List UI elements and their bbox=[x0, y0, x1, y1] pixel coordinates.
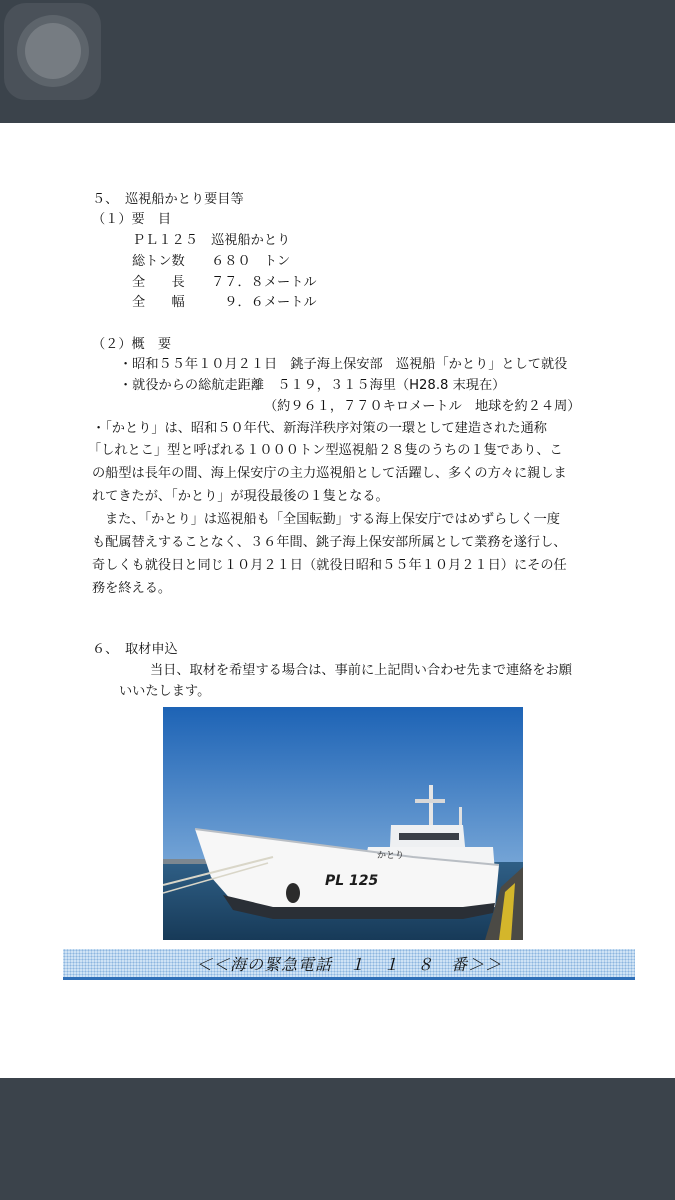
bottom-toolbar bbox=[0, 1078, 675, 1200]
paragraph-line: 「しれとこ」型と呼ばれる１０００トン型巡視船２８隻のうちの１隻であり、こ bbox=[88, 443, 563, 458]
overview-bullet: ・就役からの総航走距離 ５１９，３１５海里（H28.8 末現在） bbox=[119, 378, 506, 393]
section5-sub1-heading: （１）要 目 bbox=[92, 212, 172, 227]
section6-heading: ６、 取材申込 bbox=[92, 642, 178, 657]
section6-body-line: いいたします。 bbox=[119, 684, 211, 699]
paragraph-line: また、「かとり」は巡視船も「全国転勤」する海上保安庁ではめずらしく一度 bbox=[105, 512, 560, 527]
app-core-icon bbox=[25, 23, 81, 79]
spec-line: ＰＬ１２５ 巡視船かとり bbox=[132, 233, 291, 248]
paragraph-line: ・「かとり」は、昭和５０年代、新海洋秩序対策の一環として建造された通称 bbox=[92, 421, 547, 436]
bow-name: かとり bbox=[377, 851, 405, 861]
top-toolbar bbox=[0, 0, 675, 123]
emergency-banner-text: ＜＜海の緊急電話 １ １ ８ 番＞＞ bbox=[195, 955, 502, 974]
section6-body-line: 当日、取材を希望する場合は、事前に上記問い合わせ先まで連絡をお願 bbox=[150, 663, 572, 678]
document-page bbox=[0, 123, 675, 1078]
section5-sub2-heading: （２）概 要 bbox=[92, 337, 172, 352]
patrol-ship-photo bbox=[163, 707, 523, 940]
paragraph-line: 務を終える。 bbox=[92, 581, 172, 596]
spec-line: 全 幅 ９．６メートル bbox=[132, 295, 317, 310]
section5-heading: ５、 巡視船かとり要目等 bbox=[92, 192, 244, 207]
paragraph-line: も配属替えすることなく、３６年間、銚子海上保安部所属として業務を遂行し、 bbox=[92, 535, 567, 550]
emergency-banner bbox=[63, 949, 635, 980]
spec-line: 総トン数 ６８０ トン bbox=[132, 254, 291, 269]
hull-marking: PL 125 bbox=[325, 873, 379, 889]
paragraph-line: 奇しくも就役日と同じ１０月２１日（就役日昭和５５年１０月２１日）にその任 bbox=[92, 558, 567, 573]
app-button[interactable] bbox=[4, 3, 101, 100]
distance-note: （約９６１，７７０キロメートル 地球を約２４周） bbox=[264, 399, 581, 414]
overview-bullet: ・昭和５５年１０月２１日 銚子海上保安部 巡視船「かとり」として就役 bbox=[119, 357, 568, 372]
spec-line: 全 長 ７７．８メートル bbox=[132, 275, 317, 290]
paragraph-line: れてきたが、「かとり」が現役最後の１隻となる。 bbox=[92, 489, 389, 504]
paragraph-line: の船型は長年の間、海上保安庁の主力巡視船として活躍し、多くの方々に親しま bbox=[92, 466, 567, 481]
